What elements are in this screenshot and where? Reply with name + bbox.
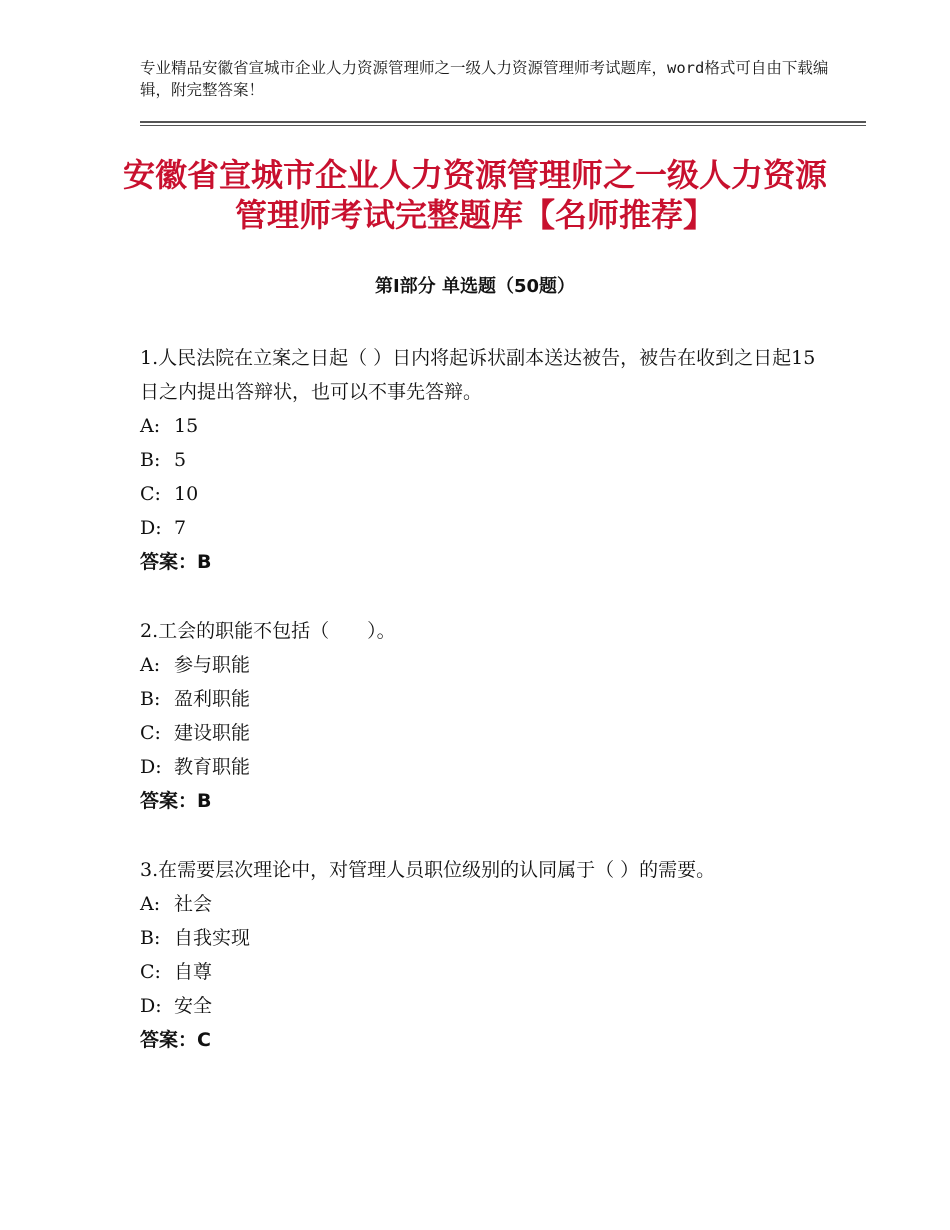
question-stem: 2.工会的职能不包括（ ）。	[140, 620, 396, 642]
option-letter: B:	[140, 688, 161, 710]
header-rule-thick	[140, 121, 866, 123]
option-letter: D:	[140, 995, 162, 1017]
question-block	[140, 341, 820, 579]
option-row	[140, 477, 820, 511]
option-letter: A:	[140, 415, 161, 437]
option-letter: D:	[140, 756, 162, 778]
option-letter: B:	[140, 927, 161, 949]
header-note: 专业精品安徽省宣城市企业人力资源管理师之一级人力资源管理师考试题库，word格式可自由下载编辑，附完整答案！	[140, 59, 829, 99]
option-row	[140, 682, 820, 716]
question-stem: 3.在需要层次理论中，对管理人员职位级别的认同属于（ ）的需要。	[140, 859, 716, 881]
option-text: 安全	[174, 995, 213, 1017]
option-text: 自我实现	[174, 927, 251, 949]
option-row	[140, 989, 820, 1023]
question-stem: 1.人民法院在立案之日起（ ）日内将起诉状副本送达被告，被告在收到之日起15日之内提出答辩状，也可以不事先答辩。	[140, 347, 816, 403]
option-letter: B:	[140, 449, 161, 471]
question-block	[140, 853, 820, 1057]
answer: 答案：B	[140, 551, 212, 573]
option-text: 5	[174, 449, 187, 471]
option-row	[140, 921, 820, 955]
option-text: 社会	[174, 893, 213, 915]
option-text: 教育职能	[174, 756, 251, 778]
option-row	[140, 443, 820, 477]
option-text: 参与职能	[174, 654, 251, 676]
answer: 答案：C	[140, 1029, 211, 1051]
option-letter: C:	[140, 722, 161, 744]
option-row	[140, 511, 820, 545]
option-letter: A:	[140, 654, 161, 676]
document-title: 安徽省宣城市企业人力资源管理师之一级人力资源管理师考试完整题库【名师推荐】	[122, 156, 827, 234]
answer: 答案：B	[140, 790, 212, 812]
section-title: 第Ⅰ部分 单选题（50题）	[374, 276, 575, 297]
option-letter: D:	[140, 517, 162, 539]
option-row	[140, 716, 820, 750]
option-row	[140, 409, 820, 443]
header-rule-thin	[140, 125, 866, 126]
option-row	[140, 887, 820, 921]
option-letter: A:	[140, 893, 161, 915]
option-row	[140, 648, 820, 682]
option-text: 7	[174, 517, 187, 539]
option-text: 10	[174, 483, 199, 505]
option-text: 15	[174, 415, 199, 437]
option-letter: C:	[140, 961, 161, 983]
option-row	[140, 750, 820, 784]
option-letter: C:	[140, 483, 161, 505]
option-row	[140, 955, 820, 989]
option-text: 盈利职能	[174, 688, 251, 710]
option-text: 自尊	[174, 961, 213, 983]
option-text: 建设职能	[174, 722, 251, 744]
question-block	[140, 614, 820, 818]
